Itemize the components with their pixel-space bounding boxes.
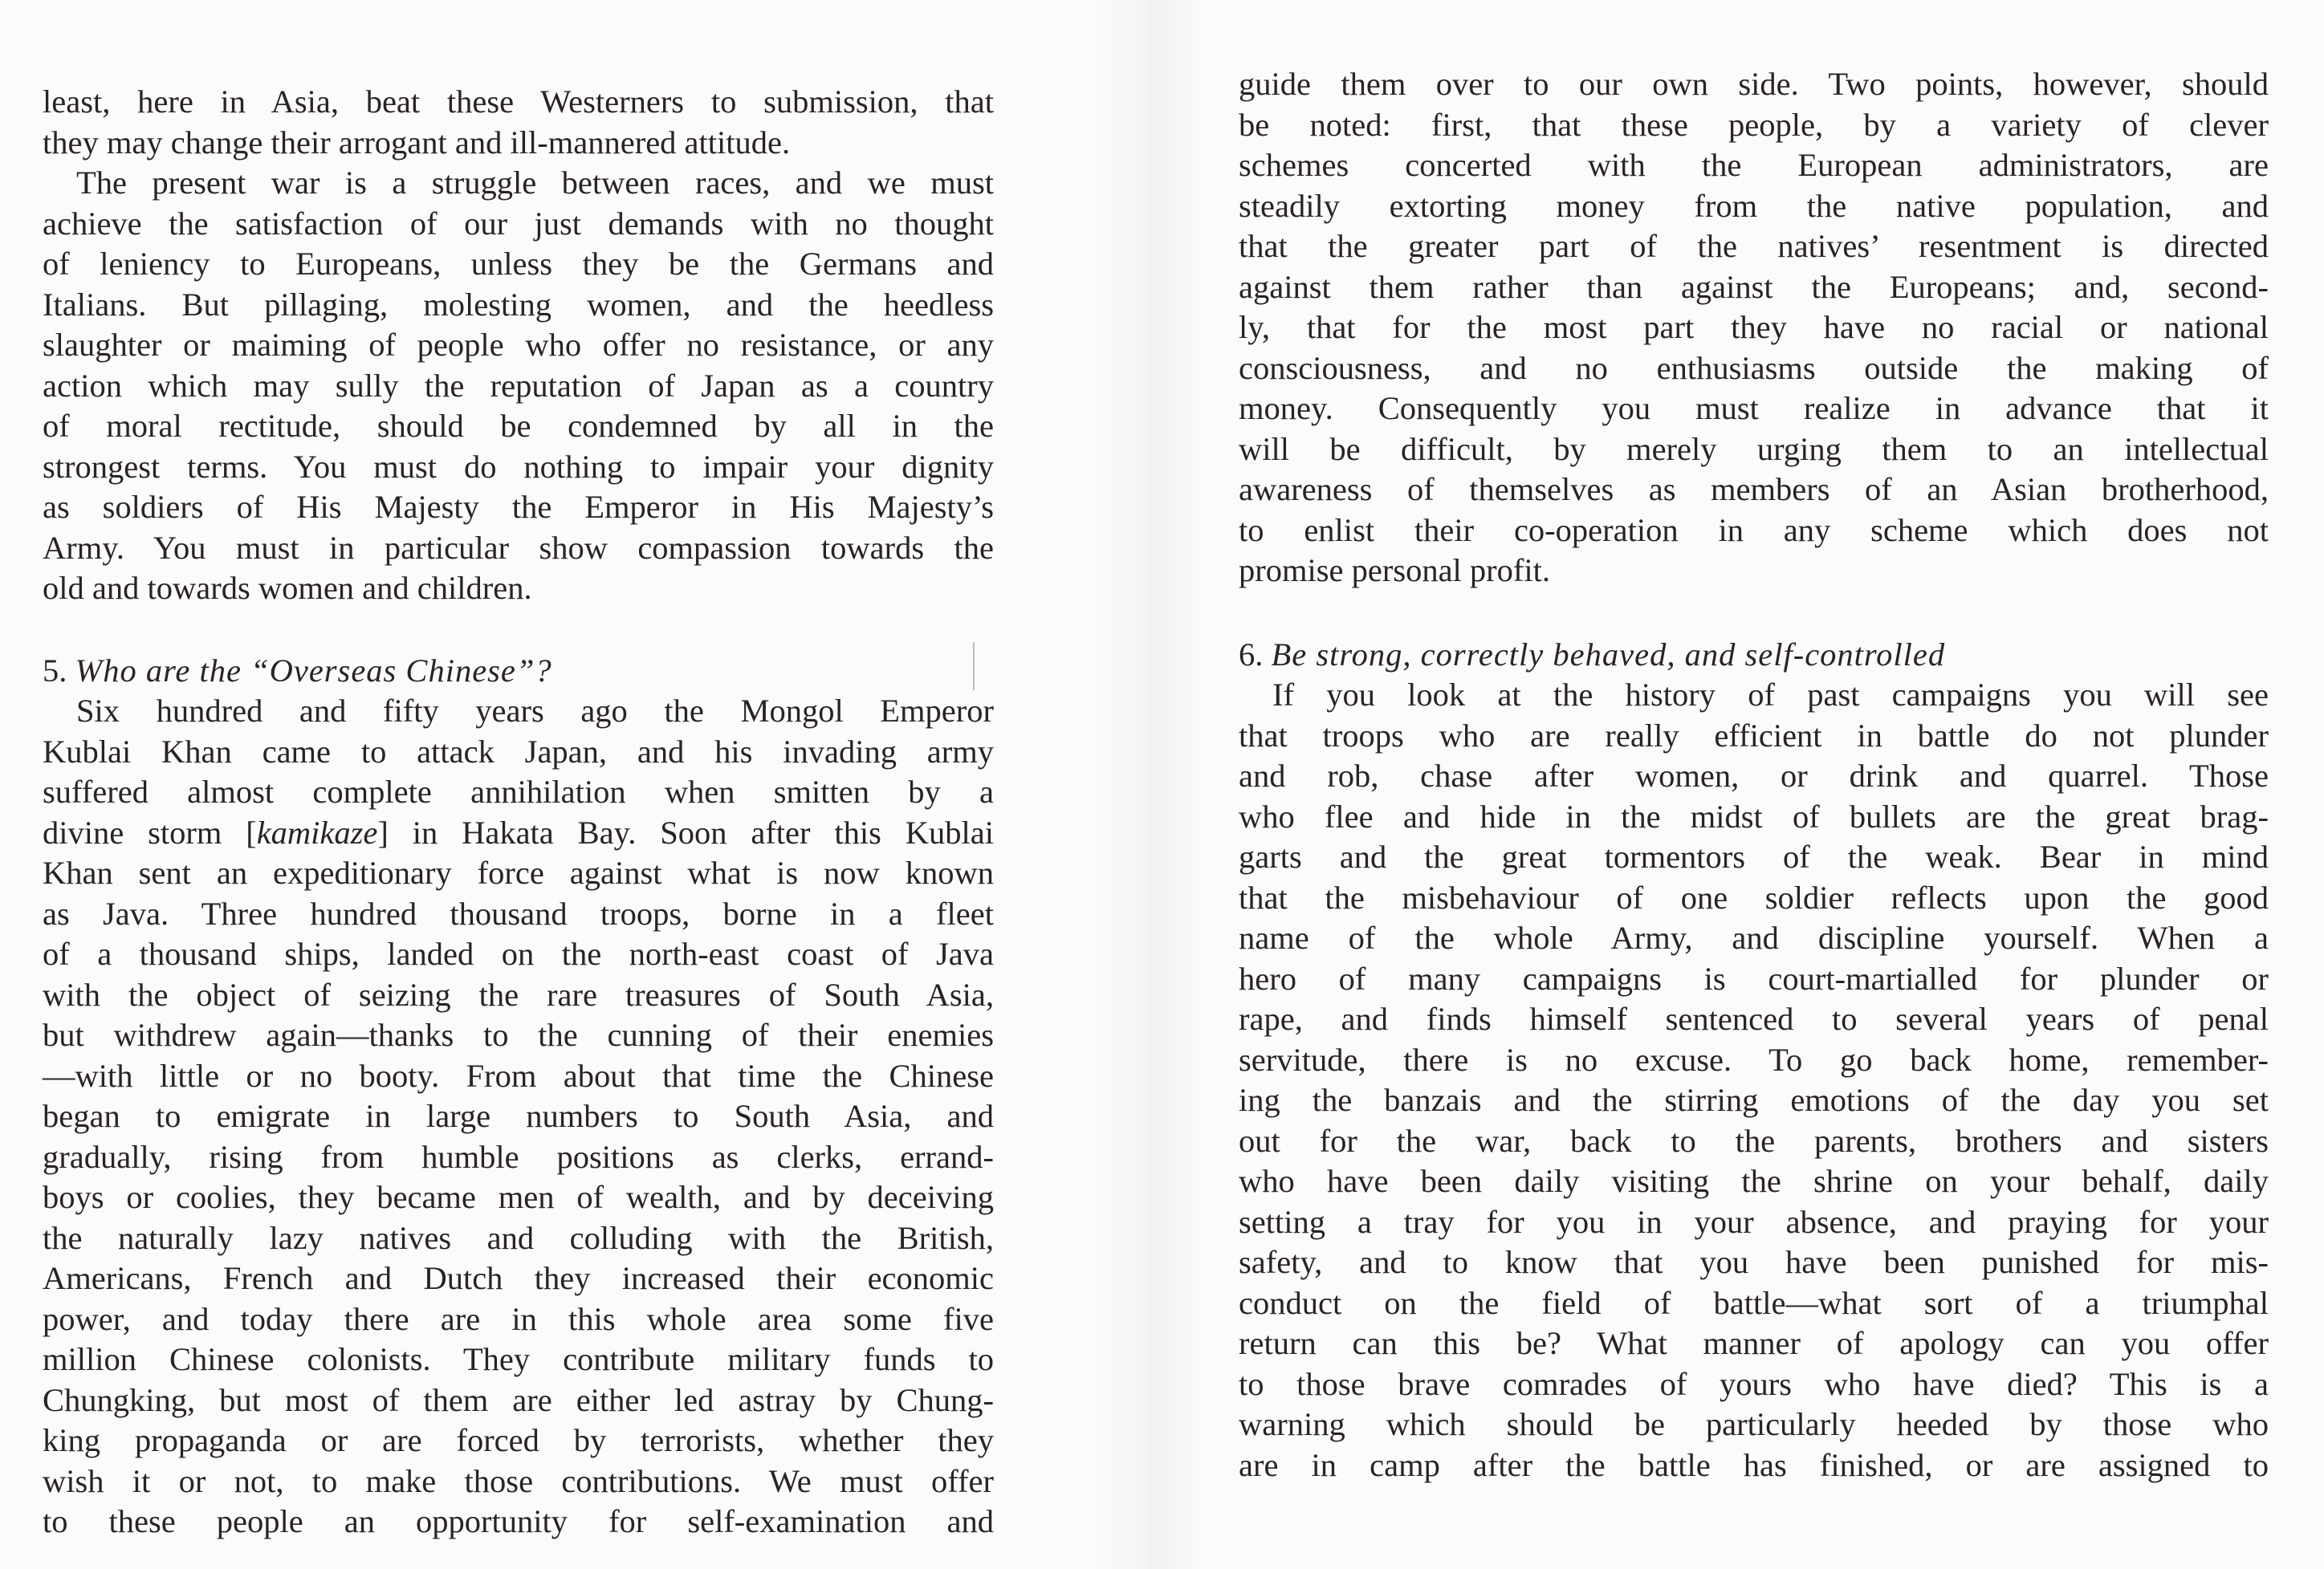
text-line: but withdrew again—thanks to the cunning of their enemies (43, 1017, 994, 1053)
text-line: old and towards women and children. (43, 570, 532, 606)
text-line: to those brave comrades of yours who have died? This is a (1239, 1365, 2269, 1402)
right-page (1239, 64, 2269, 1486)
text-line: are in camp after the battle has finished, or are assigned to (1239, 1446, 2269, 1483)
section-6-heading (1239, 635, 2269, 676)
section-spacer (43, 609, 994, 651)
text-line: suffered almost complete annihilation when smitten by a (43, 774, 994, 810)
text-line: garts and the great tormentors of the weak. Bear in mind (1239, 839, 2269, 875)
text-line: who have been daily visiting the shrine on your behalf, daily (1239, 1163, 2269, 1199)
text-line: out for the war, back to the parents, brothers and sisters (1239, 1122, 2269, 1159)
text-line: as Java. Three hundred thousand troops, borne in a fleet (43, 895, 994, 932)
text-line: least, here in Asia, beat these Westerners to submission, that (43, 83, 994, 120)
text-line: king propaganda or are forced by terrorists, whether they (43, 1422, 994, 1458)
text-line: servitude, there is no excuse. To go back home, remember- (1239, 1041, 2269, 1078)
text-line: ly, that for the most part they have no racial or national (1239, 309, 2269, 345)
text-line: wish it or not, to make those contributions. We must offer (43, 1462, 994, 1499)
text-line: power, and today there are in this whole area some five (43, 1300, 994, 1337)
text-line: Kublai Khan came to attack Japan, and his invading army (43, 733, 994, 770)
text-line: conduct on the field of battle—what sort of a triumphal (1239, 1284, 2269, 1321)
text-line: that the greater part of the natives’ resentment is directed (1239, 228, 2269, 264)
text-line: The present war is a struggle between races, and we must (76, 165, 994, 201)
section-5-heading (43, 651, 994, 692)
left-paragraph-1 (43, 82, 994, 163)
text-line: Americans, French and Dutch they increased their economic (43, 1260, 994, 1296)
text-line: Six hundred and fifty years ago the Mongol Emperor (76, 693, 994, 729)
left-paragraph-2 (43, 163, 994, 609)
text-line: boys or coolies, they became men of wealth, and by deceiving (43, 1179, 994, 1215)
text-line: Italians. But pillaging, molesting women, and the heedless (43, 286, 994, 323)
text-line: If you look at the history of past campaigns you will see (1272, 677, 2269, 713)
text-line: to these people an opportunity for self-examination and (43, 1503, 994, 1539)
text-line: strongest terms. You must do nothing to impair your dignity (43, 448, 994, 485)
text-line: consciousness, and no enthusiasms outside the making of (1239, 349, 2269, 386)
section-number: 5. (43, 652, 67, 689)
section-5-body (43, 691, 994, 1543)
text-line: gradually, rising from humble positions as clerks, errand- (43, 1138, 994, 1175)
text-line: guide them over to our own side. Two points, however, should (1239, 66, 2269, 102)
text-line: will be difficult, by merely urging them to an intellectual (1239, 430, 2269, 467)
text-line: the naturally lazy natives and colluding with the British, (43, 1219, 994, 1256)
text-line: awareness of themselves as members of an Asian brotherhood, (1239, 471, 2269, 507)
section-title: Be strong, correctly behaved, and self-controlled (1271, 636, 1946, 673)
text-line: safety, and to know that you have been punished for mis- (1239, 1244, 2269, 1280)
text-line: that troops who are really efficient in battle do not plunder (1239, 717, 2269, 754)
text-line: divine storm [kamikaze] in Hakata Bay. Soon after this Kublai (43, 814, 994, 851)
text-line: and rob, chase after women, or drink and quarrel. Those (1239, 758, 2269, 794)
left-page (43, 82, 994, 1543)
text-line: as soldiers of His Majesty the Emperor in His Majesty’s (43, 489, 994, 525)
text-line: promise personal profit. (1239, 552, 1551, 588)
text-line: of leniency to Europeans, unless they be the Germans and (43, 246, 994, 282)
section-number: 6. (1239, 636, 1264, 673)
text-line: against them rather than against the Europeans; and, second- (1239, 268, 2269, 305)
text-line: return can this be? What manner of apology can you offer (1239, 1325, 2269, 1361)
text-line: who flee and hide in the midst of bullets are the great brag- (1239, 798, 2269, 835)
text-line: slaughter or maiming of people who offer no resistance, or any (43, 327, 994, 363)
text-line: of moral rectitude, should be condemned by all in the (43, 408, 994, 444)
text-line: —with little or no booty. From about that time the Chinese (43, 1057, 994, 1094)
text-line: steadily extorting money from the native population, and (1239, 187, 2269, 224)
text-line: hero of many campaigns is court-martialled for plunder or (1239, 960, 2269, 997)
text-line: name of the whole Army, and discipline yourself. When a (1239, 920, 2269, 956)
text-line: schemes concerted with the European administrators, are (1239, 147, 2269, 183)
page-gutter (1092, 0, 1204, 1569)
text-line: Khan sent an expeditionary force against what is now known (43, 855, 994, 891)
text-line: Chungking, but most of them are either led astray by Chung- (43, 1381, 994, 1418)
text-line: ing the banzais and the stirring emotions of the day you set (1239, 1082, 2269, 1118)
text-line: they may change their arrogant and ill-mannered attitude. (43, 124, 791, 161)
text-line: action which may sully the reputation of Japan as a country (43, 367, 994, 404)
text-line: million Chinese colonists. They contribute military funds to (43, 1341, 994, 1377)
italic-term: kamikaze (256, 814, 378, 851)
text-line: with the object of seizing the rare treasures of South Asia, (43, 976, 994, 1013)
section-title: Who are the “Overseas Chinese”? (75, 652, 552, 689)
text-line: money. Consequently you must realize in advance that it (1239, 390, 2269, 426)
text-line: to enlist their co-operation in any scheme which does not (1239, 511, 2269, 548)
text-line: that the misbehaviour of one soldier reflects upon the good (1239, 879, 2269, 916)
text-line: achieve the satisfaction of our just demands with no thought (43, 205, 994, 242)
text-line: warning which should be particularly heeded by those who (1239, 1406, 2269, 1442)
text-line: rape, and finds himself sentenced to several years of penal (1239, 1001, 2269, 1037)
text-line: of a thousand ships, landed on the north-east coast of Java (43, 936, 994, 972)
section-spacer (1239, 591, 2269, 635)
section-6-body (1239, 675, 2269, 1486)
text-line: be noted: first, that these people, by a variety of clever (1239, 106, 2269, 143)
text-line: Army. You must in particular show compassion towards the (43, 529, 994, 566)
right-paragraph-1 (1239, 64, 2269, 591)
text-line: began to emigrate in large numbers to South Asia, and (43, 1098, 994, 1134)
text-line: setting a tray for you in your absence, and praying for your (1239, 1203, 2269, 1240)
